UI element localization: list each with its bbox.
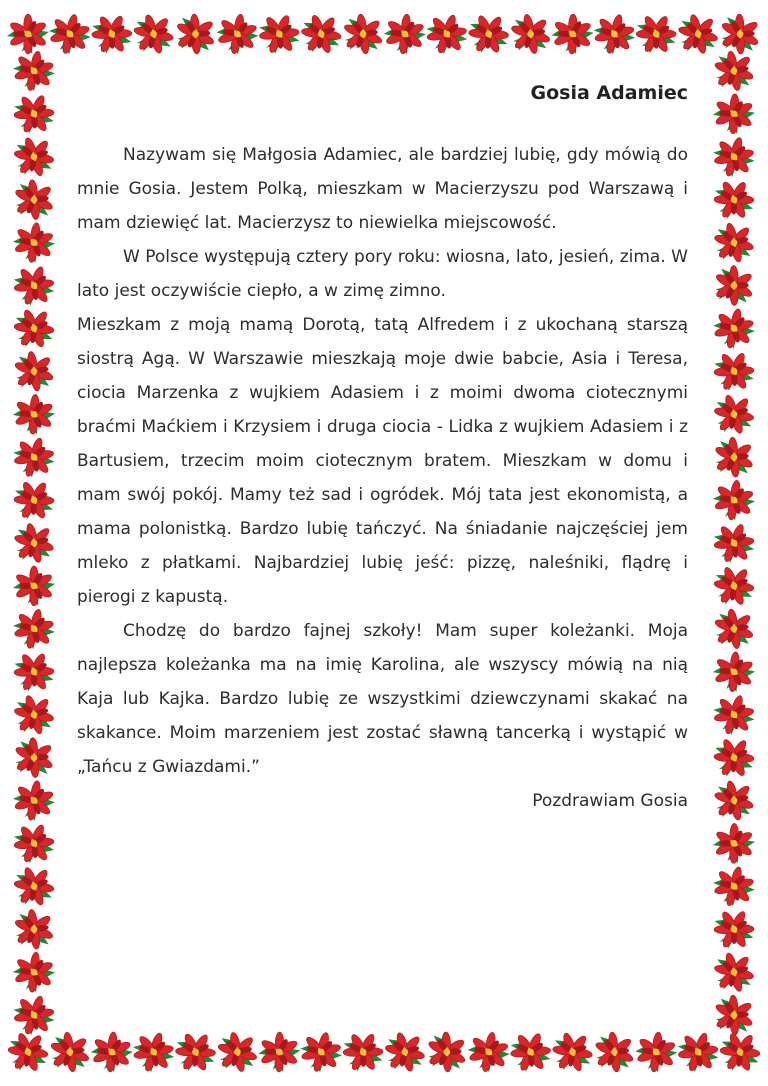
poinsettia-icon (628, 6, 684, 62)
poinsettia-icon (709, 304, 759, 352)
poinsettia-icon (706, 344, 762, 399)
poinsettia-icon (669, 5, 727, 63)
poinsettia-icon (13, 566, 55, 606)
poinsettia-icon (671, 1026, 725, 1078)
poinsettia-icon (705, 385, 763, 443)
poinsettia-icon (9, 604, 59, 653)
poinsettia-icon (5, 342, 63, 400)
poinsettia-icon (125, 5, 183, 63)
poinsettia-icon (712, 6, 768, 63)
poinsettia-icon (502, 5, 560, 63)
poinsettia-icon (9, 47, 58, 95)
letter-signature: Pozdrawiam Gosia (532, 791, 688, 811)
poinsettia-icon (705, 557, 763, 614)
poinsettia-icon (12, 393, 57, 436)
poinsettia-icon (6, 472, 63, 528)
poinsettia-icon (586, 1023, 643, 1081)
poinsettia-icon (419, 1024, 475, 1081)
poinsettia-icon (11, 950, 57, 994)
poinsettia-icon (706, 987, 762, 1044)
poinsettia-icon (633, 1030, 680, 1075)
poinsettia-icon (551, 13, 594, 54)
poinsettia-icon (713, 823, 756, 864)
poinsettia-icon (89, 1030, 134, 1073)
poinsettia-icon (705, 214, 763, 272)
poinsettia-icon (706, 429, 763, 486)
letter-body (77, 78, 688, 818)
poinsettia-icon (334, 5, 391, 63)
poinsettia-icon (127, 1026, 180, 1077)
poinsettia-icon (292, 5, 350, 62)
poinsettia-icon (708, 689, 761, 740)
poinsettia-icon (7, 259, 61, 312)
poinsettia-icon (10, 777, 58, 824)
poinsettia-icon (706, 902, 762, 957)
poinsettia-icon (335, 1024, 391, 1079)
poinsettia-icon (705, 600, 762, 658)
poinsettia-icon (45, 10, 95, 59)
poinsettia-icon (706, 257, 762, 314)
poinsettia-icon (7, 817, 62, 871)
poinsettia-icon (711, 1024, 768, 1081)
paragraph-family: Mieszkam z moją mamą Dorotą, tatą Alfredem i z ukochaną starszą siostrą Agą. W Warszawie mieszkają moje dwie babcie, Asia i Teresa, ciocia Marzenka z wujkiem Adasiem i z moimi dwoma ciotecznymi braćmi Maćkiem i Krzysiem i druga ciocia - Lidka z wujkiem Adasiem i z Bartusiem, trzecim moim ciotecznym bratem. Mieszkam w domu i mam swój pokój. Mamy też sad i ogródek. Mój tata jest ekonomistą, a mama polonistką. Bardzo lubię tańczyć. Na śniadanie najczęściej jem mleko z płatkami. Najbardziej lubię jeść: pizzę, naleśniki, flądrę i pierogi z kapustą. (77, 315, 688, 607)
poinsettia-icon (707, 516, 761, 569)
poinsettia-icon (544, 1023, 602, 1080)
poinsettia-icon (252, 7, 307, 61)
poinsettia-icon (376, 1023, 434, 1081)
poinsettia-icon (6, 87, 61, 141)
poinsettia-icon (6, 171, 63, 228)
poinsettia-icon (5, 514, 63, 572)
poinsettia-icon (706, 172, 763, 228)
poinsettia-icon (5, 300, 62, 357)
poinsettia-icon (296, 1027, 347, 1076)
poinsettia-icon (382, 12, 428, 56)
poinsettia-icon (712, 93, 756, 135)
poinsettia-icon (258, 1032, 301, 1073)
poinsettia-icon (6, 644, 62, 699)
poinsettia-icon (6, 729, 63, 786)
poinsettia-icon (711, 650, 756, 693)
poinsettia-icon (208, 1023, 266, 1081)
poinsettia-icon (589, 9, 640, 59)
poinsettia-icon (167, 1024, 224, 1080)
paragraph-intro: Nazywam się Małgosia Adamiec, ale bardziej lubię, gdy mówią do mnie Gosia. Jestem Polką, mieszkam w Macierzyszu pod Warszawą i mam dziewięć lat. Macierzysz to niewielka miejscowość. (77, 145, 688, 233)
poinsettia-icon (10, 220, 57, 265)
poinsettia-icon (5, 686, 63, 744)
poinsettia-icon (710, 477, 758, 523)
poinsettia-icon (708, 132, 760, 182)
paragraph-seasons: W Polsce występują cztery pory roku: wiosna, lato, jesień, zima. W lato jest oczywiście ciepło, a w zimę zimno. (77, 247, 688, 301)
poinsettia-icon (705, 772, 763, 830)
poinsettia-icon (5, 128, 63, 186)
poinsettia-icon (7, 14, 49, 54)
poinsettia-icon (705, 943, 763, 1001)
letter-title: Gosia Adamiec (530, 82, 688, 104)
poinsettia-icon (464, 1028, 513, 1075)
paragraph-school: Chodzę do bardzo fajnej szkoły! Mam super koleżanki. Moja najlepsza koleżanka ma na imię Karolina, ale wszyscy mówią na nią Kaja lub Kajka. Bardzo lubię ze wszystkimi dziewczynami skakać na skakance. Moim marzeniem jest zostać sławną tancerką i wystąpić w „Tańcu z Gwiazdami.” (77, 621, 688, 777)
poinsettia-icon (213, 11, 261, 58)
poinsettia-icon (705, 42, 763, 100)
poinsettia-icon (503, 1025, 558, 1079)
poinsettia-icon (41, 1023, 98, 1081)
poinsettia-icon (460, 6, 517, 63)
poinsettia-icon (167, 5, 224, 62)
poinsettia-icon (5, 858, 63, 915)
poinsettia-icon (7, 989, 60, 1041)
poinsettia-icon (5, 900, 62, 958)
poinsettia-icon (84, 7, 140, 62)
poinsettia-icon (8, 432, 60, 483)
poinsettia-icon (420, 8, 473, 60)
poinsettia-icon (706, 729, 763, 785)
poinsettia-icon (709, 862, 760, 911)
